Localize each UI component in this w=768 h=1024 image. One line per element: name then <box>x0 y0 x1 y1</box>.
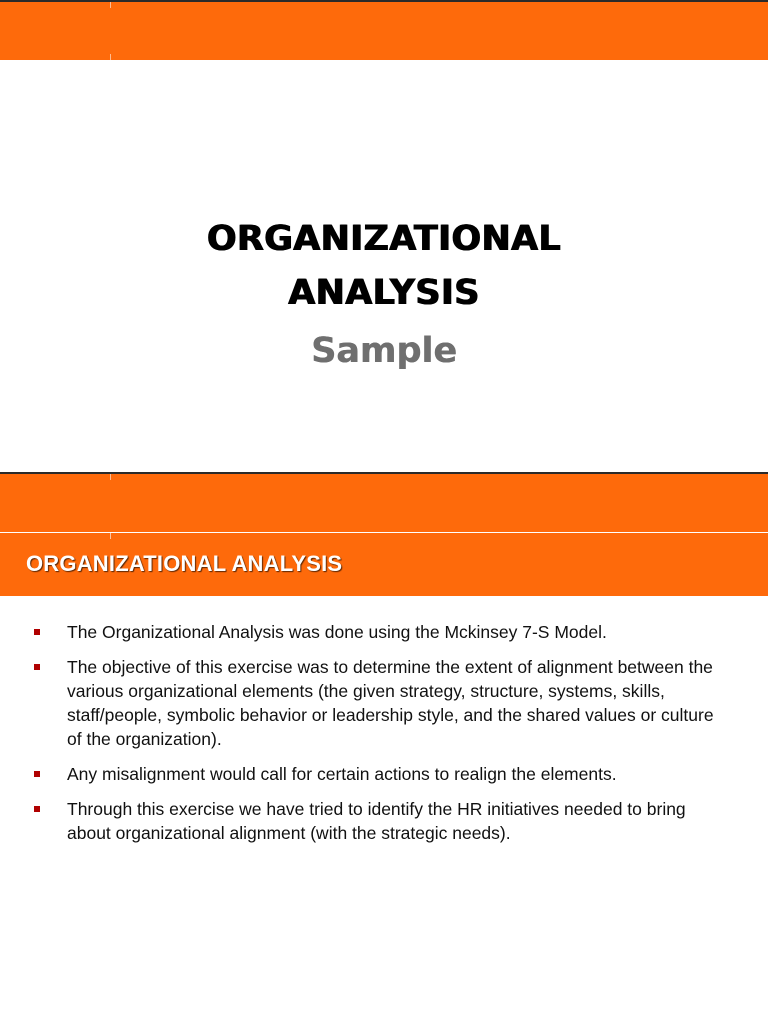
bullet-text: The Organizational Analysis was done using the Mckinsey 7-S Model. <box>67 622 607 642</box>
bullet-square-icon <box>34 771 40 777</box>
bullet-text: The objective of this exercise was to determine the extent of alignment between the various organizational elements (the given strategy, structure, systems, skills, staff/people, symbolic behavior or leadership style, and the shared values or culture of the organization). <box>67 657 714 749</box>
title-block <box>0 212 768 382</box>
top-accent-bar <box>0 472 768 532</box>
list-item <box>0 762 768 786</box>
header-band <box>0 532 768 596</box>
bullet-text: Through this exercise we have tried to identify the HR initiatives needed to bring about organizational alignment (with the strategic needs). <box>67 799 686 843</box>
bar-notch <box>110 54 111 60</box>
list-item <box>0 620 768 644</box>
slide-title-line-1: ORGANIZATIONAL <box>206 219 562 259</box>
bar-notch <box>110 2 111 8</box>
bullet-list <box>0 620 768 856</box>
slide-title-line-2: ANALYSIS <box>288 273 480 313</box>
list-item <box>0 797 768 845</box>
top-accent-bar <box>0 0 768 60</box>
bullet-square-icon <box>34 629 40 635</box>
list-item <box>0 655 768 751</box>
bullet-square-icon <box>34 664 40 670</box>
title-slide <box>0 0 768 472</box>
slide-header-title: ORGANIZATIONAL ANALYSIS <box>26 551 343 576</box>
bullet-square-icon <box>34 806 40 812</box>
bar-notch <box>110 533 111 539</box>
bar-notch <box>110 474 111 480</box>
bullet-text: Any misalignment would call for certain actions to realign the elements. <box>67 764 617 784</box>
slide-subtitle: Sample <box>310 331 458 371</box>
content-slide <box>0 472 768 1024</box>
